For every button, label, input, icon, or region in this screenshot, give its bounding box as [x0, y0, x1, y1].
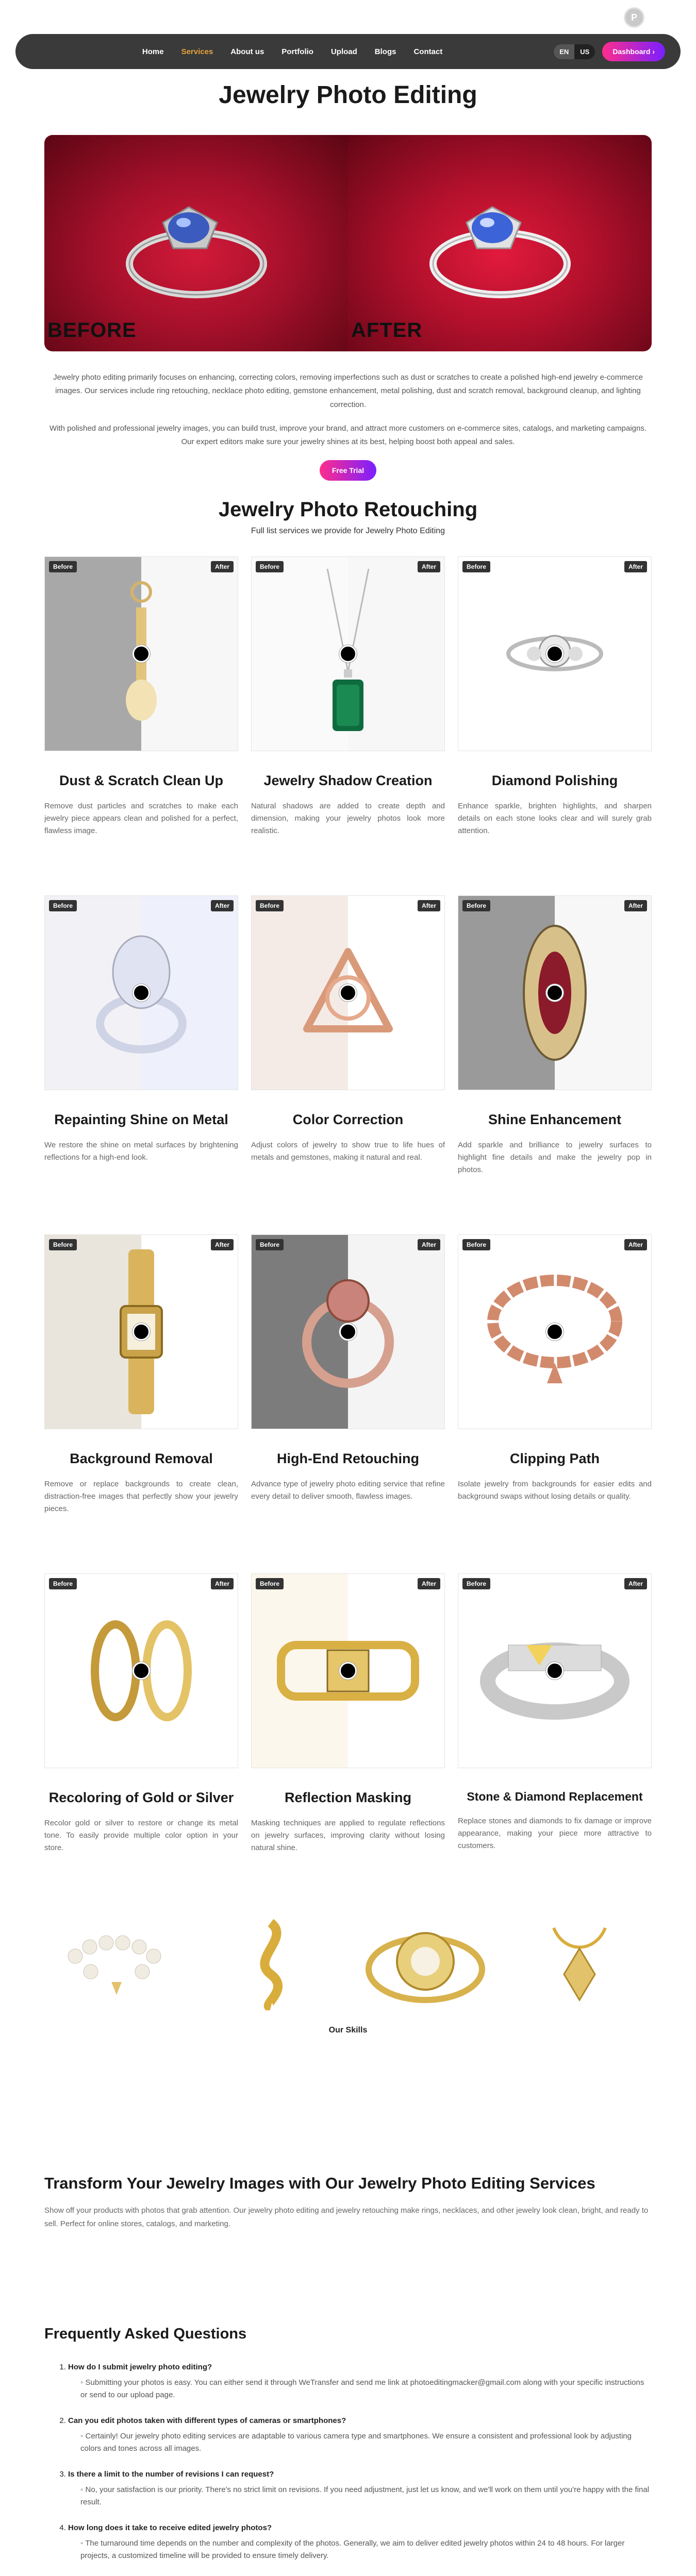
- after-tag: After: [211, 1239, 234, 1250]
- dashboard-button[interactable]: Dashboard ›: [602, 42, 665, 61]
- slider-handle[interactable]: [339, 1662, 357, 1680]
- ring-icon: [106, 166, 271, 320]
- user-avatar[interactable]: P: [624, 7, 644, 28]
- slider-handle[interactable]: [132, 1662, 150, 1680]
- service-title: Reflection Masking: [284, 1790, 412, 1806]
- faq-answer: ◦ No, your satisfaction is our priority. There's no strict limit on revisions. If you need adjustment, just let us know, and we'll work on them until you're happy with the final result.: [68, 2484, 652, 2509]
- slider-handle[interactable]: [546, 645, 564, 663]
- nav-contact[interactable]: Contact: [413, 47, 443, 56]
- transform-title: Transform Your Jewelry Images with Our Jewelry Photo Editing Services: [44, 2174, 595, 2193]
- service-description: Add sparkle and brilliance to jewelry surfaces to highlight fine details and make the jewelry pop in photos.: [458, 1141, 652, 1175]
- before-tag: Before: [49, 900, 77, 911]
- strip-item: [507, 1912, 652, 2015]
- after-label: AFTER: [351, 319, 423, 342]
- service-title: Recoloring of Gold or Silver: [48, 1790, 234, 1806]
- before-after-slider[interactable]: [44, 1234, 238, 1429]
- services-subtitle: Full list services we provide for Jewelry Photo Editing: [251, 527, 445, 536]
- before-label: BEFORE: [47, 319, 137, 342]
- service-card: [251, 556, 445, 895]
- intro-paragraph: Jewelry photo editing primarily focuses on enhancing, correcting colors, removing imperfections such as dust or scratches to create a polished high-end jewelry e-commerce images. Our services include ring retouching, necklace photo editing, gemstone enhancement, metal polishing, dust and scratch removal, background cleanup, and lighting correction.: [53, 373, 643, 409]
- before-tag: Before: [49, 1578, 77, 1589]
- strip-item: [44, 1912, 189, 2015]
- before-after-slider[interactable]: [458, 556, 652, 751]
- service-description: Masking techniques are applied to regulate reflections on jewelry surfaces, improving clarity without losing natural shine.: [251, 1819, 445, 1853]
- service-title: Dust & Scratch Clean Up: [59, 773, 224, 789]
- before-tag: Before: [256, 1239, 284, 1250]
- service-description: Remove or replace backgrounds to create clean, distraction-free images that perfectly show your jewelry pieces.: [44, 1480, 238, 1514]
- faq-answer: ◦ The turnaround time depends on the number and complexity of the photos. Generally, we aim to deliver edited jewelry photos within 24 to 48 hours. For larger projects, a customized timeline will be provided to ensure timely delivery.: [68, 2537, 652, 2562]
- service-description: We restore the shine on metal surfaces by brightening reflections for a high-end look.: [44, 1141, 238, 1162]
- nav-portfolio[interactable]: Portfolio: [281, 47, 313, 56]
- service-description: Enhance sparkle, brighten highlights, and sharpen details on each stone looks clear and will surely grab attention.: [458, 802, 652, 836]
- before-tag: Before: [256, 900, 284, 911]
- service-card: [458, 895, 652, 1234]
- main-nav: [15, 34, 681, 69]
- before-tag: Before: [462, 1239, 490, 1250]
- before-tag: Before: [256, 561, 284, 572]
- slider-handle[interactable]: [339, 645, 357, 663]
- services-title: Jewelry Photo Retouching: [218, 498, 478, 521]
- after-tag: After: [624, 1239, 647, 1250]
- diamond-ring-icon: [363, 1918, 487, 2010]
- faq-item[interactable]: [68, 2415, 652, 2455]
- hero-before-image: [44, 135, 348, 351]
- nav-home[interactable]: Home: [142, 47, 164, 56]
- service-title: High-End Retouching: [277, 1451, 419, 1467]
- service-card: [458, 1573, 652, 1912]
- pearl-bracelet-icon: [60, 1925, 173, 2003]
- service-description: Isolate jewelry from backgrounds for easier edits and background swaps without losing details or quality.: [458, 1480, 652, 1501]
- slider-handle[interactable]: [132, 984, 150, 1002]
- faq-item[interactable]: [68, 2468, 652, 2509]
- strip-item: [353, 1912, 498, 2015]
- slider-handle[interactable]: [339, 984, 357, 1002]
- service-card: [251, 1234, 445, 1573]
- free-trial-button[interactable]: Free Trial: [320, 460, 376, 481]
- after-tag: After: [211, 561, 234, 572]
- service-description: Remove dust particles and scratches to make each jewelry piece appears clean and polished for a perfect, flawless image.: [44, 802, 238, 836]
- skills-label: Our Skills: [328, 2026, 368, 2035]
- nav-blogs[interactable]: Blogs: [374, 47, 396, 56]
- nav-upload[interactable]: Upload: [330, 47, 357, 56]
- service-card: [44, 1573, 238, 1912]
- before-tag: Before: [462, 1578, 490, 1589]
- before-tag: Before: [462, 900, 490, 911]
- before-after-slider[interactable]: [458, 1573, 652, 1768]
- hero-comparison[interactable]: [44, 135, 652, 351]
- service-card: [458, 1234, 652, 1573]
- slider-handle[interactable]: [546, 1662, 564, 1680]
- before-tag: Before: [49, 561, 77, 572]
- before-tag: Before: [256, 1578, 284, 1589]
- service-description: Advance type of jewelry photo editing service that refine every detail to deliver smooth, flawless images.: [251, 1480, 445, 1501]
- faq-item[interactable]: [68, 2522, 652, 2562]
- service-description: Natural shadows are added to create depth and dimension, making your jewelry photos look more realistic.: [251, 802, 445, 836]
- before-after-slider[interactable]: [44, 895, 238, 1090]
- after-tag: After: [418, 561, 440, 572]
- service-card: [458, 556, 652, 895]
- nav-services[interactable]: Services: [181, 47, 213, 56]
- service-card: [44, 895, 238, 1234]
- intro-paragraph: With polished and professional jewelry images, you can build trust, improve your brand, and attract more customers on e-commerce sites, catalogs, and marketing campaigns. Our expert editors make sure your jewelry shines at its best, helping boost both appeal and sales.: [49, 423, 647, 446]
- faq-question: Is there a limit to the number of revisions I can request?: [68, 2470, 274, 2479]
- service-title: Background Removal: [70, 1451, 213, 1467]
- ring-icon: [410, 166, 575, 320]
- after-tag: After: [211, 900, 234, 911]
- faq-question: Can you edit photos taken with different types of cameras or smartphones?: [68, 2416, 346, 2426]
- after-tag: After: [418, 1578, 440, 1589]
- after-tag: After: [624, 1578, 647, 1589]
- service-title: Shine Enhancement: [488, 1112, 622, 1128]
- service-card: [44, 1234, 238, 1573]
- intro-text: [44, 371, 652, 449]
- before-tag: Before: [462, 561, 490, 572]
- lang-en[interactable]: EN: [554, 44, 574, 59]
- faq-answer: ◦ Submitting your photos is easy. You can either send it through WeTransfer and send me link at photoeditingmacker@gmail.com along with your specific instructions or send to our upload page.: [68, 2377, 652, 2401]
- service-description: Recolor gold or silver to restore or change its metal tone. To easily provide multiple color option in your store.: [44, 1819, 238, 1853]
- lang-us[interactable]: US: [580, 47, 590, 56]
- services-grid: [44, 556, 652, 1912]
- before-after-slider[interactable]: [44, 1573, 238, 1768]
- faq-section: [44, 2326, 652, 2562]
- after-tag: After: [624, 900, 647, 911]
- slider-handle[interactable]: [132, 645, 150, 663]
- before-after-slider[interactable]: [458, 895, 652, 1090]
- before-after-slider[interactable]: [251, 1234, 445, 1429]
- service-title: Clipping Path: [510, 1451, 600, 1467]
- hero-after-image: [348, 135, 652, 351]
- nav-about[interactable]: About us: [230, 47, 264, 56]
- jewelry-strip: [44, 1912, 652, 2015]
- faq-answer: ◦ Certainly! Our jewelry photo editing services are adaptable to various camera type and smartphones. We ensure a consistent and professional look by adjusting colors and tones across all images.: [68, 2430, 652, 2455]
- faq-question: How do I submit jewelry photo editing?: [68, 2363, 212, 2372]
- service-title: Jewelry Shadow Creation: [263, 773, 433, 789]
- faq-question: How long does it take to receive edited jewelry photos?: [68, 2523, 272, 2533]
- page-title: Jewelry Photo Editing: [219, 81, 477, 109]
- language-switch[interactable]: [554, 44, 595, 59]
- faq-item[interactable]: [68, 2361, 652, 2401]
- slider-handle[interactable]: [132, 1323, 150, 1341]
- service-description: Adjust colors of jewelry to show true to life hues of metals and gemstones, making it natural and real.: [251, 1141, 445, 1162]
- faq-title: Frequently Asked Questions: [44, 2326, 247, 2343]
- service-card: [44, 556, 238, 895]
- gold-earring-icon: [240, 1918, 302, 2010]
- service-title: Repainting Shine on Metal: [54, 1112, 228, 1128]
- after-tag: After: [418, 1239, 440, 1250]
- after-tag: After: [418, 900, 440, 911]
- service-description: Replace stones and diamonds to fix damage or improve appearance, making your piece more attractive to customers.: [458, 1817, 652, 1851]
- before-after-slider[interactable]: [251, 1573, 445, 1768]
- service-title: Stone & Diamond Replacement: [467, 1790, 643, 1804]
- gold-pendant-icon: [543, 1923, 616, 2005]
- nav-menu: [31, 47, 554, 56]
- before-tag: Before: [49, 1239, 77, 1250]
- transform-text: Show off your products with photos that grab attention. Our jewelry photo editing and jewelry retouching make rings, necklaces, and other jewelry look clean, bright, and ready to sell. Perfect for online stores, catalogs, and marketing.: [44, 2206, 649, 2228]
- after-tag: After: [624, 561, 647, 572]
- service-card: [251, 1573, 445, 1912]
- service-title: Diamond Polishing: [491, 773, 618, 789]
- top-bar: [0, 0, 696, 33]
- slider-handle[interactable]: [546, 984, 564, 1002]
- before-after-slider[interactable]: [458, 1234, 652, 1429]
- after-tag: After: [211, 1578, 234, 1589]
- service-title: Color Correction: [292, 1112, 404, 1128]
- slider-handle[interactable]: [546, 1323, 564, 1341]
- service-card: [251, 895, 445, 1234]
- strip-item: [198, 1912, 343, 2015]
- before-after-slider[interactable]: [251, 556, 445, 751]
- slider-handle[interactable]: [339, 1323, 357, 1341]
- transform-section: [44, 2174, 652, 2230]
- before-after-slider[interactable]: [251, 895, 445, 1090]
- before-after-slider[interactable]: [44, 556, 238, 751]
